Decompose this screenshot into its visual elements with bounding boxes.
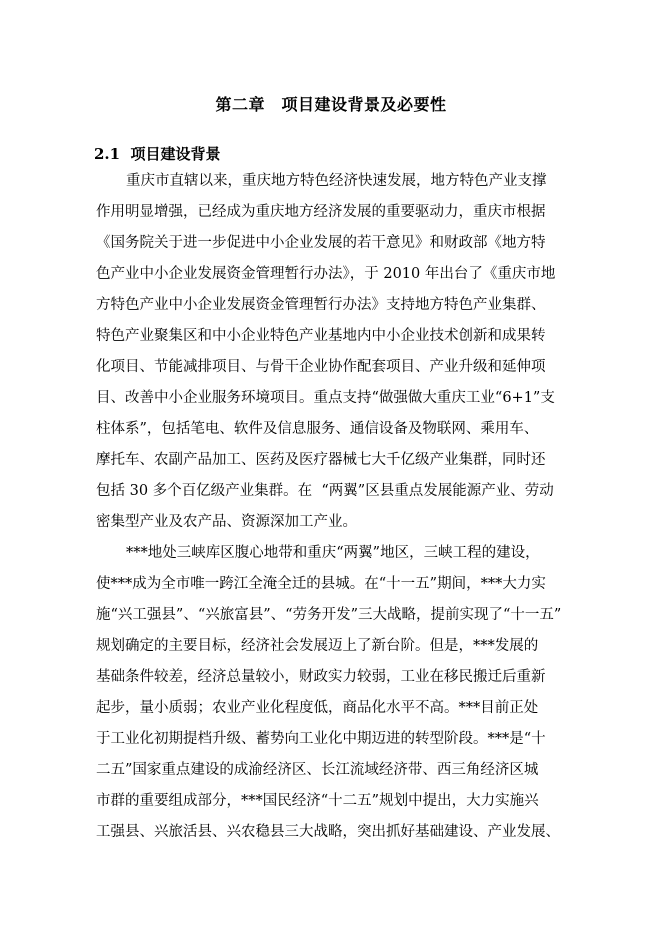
paragraph-line: 基础条件较差，经济总量较小，财政实力较弱，工业在移民搬迁后重新 — [96, 669, 546, 685]
paragraph-line: 密集型产业及农产品、资源深加工产业。 — [96, 514, 357, 530]
chapter-title: 第二章 项目建设背景及必要性 — [215, 95, 447, 114]
paragraph-line: 起步，量小质弱；农业产业化程度低，商品化水平不高。***目前正处 — [96, 700, 539, 716]
paragraph-line: 柱体系”，包括笔电、软件及信息服务、通信设备及物联网、乘用车、 — [96, 421, 539, 437]
paragraph-line: 色产业中小企业发展资金管理暂行办法》，于 2010 年出台了《重庆市地 — [96, 266, 556, 282]
section-title: 2.1 项目建设背景 — [94, 145, 221, 163]
paragraph-line: 方特色产业中小企业发展资金管理暂行办法》支持地方特色产业集群、 — [96, 297, 546, 313]
paragraph-line: 《国务院关于进一步促进中小企业发展的若干意见》和财政部《地方特 — [96, 235, 546, 251]
paragraph-line: 规划确定的主要目标，经济社会发展迈上了新台阶。但是，***发展的 — [96, 638, 539, 654]
paragraph-line: 目、改善中小企业服务环境项目。重点支持“做强做大重庆工业“6+1”支 — [96, 390, 555, 406]
paragraph-line: 化项目、节能减排项目、与骨干企业协作配套项目、产业升级和延伸项 — [96, 359, 546, 375]
paragraph-line: 特色产业聚集区和中小企业特色产业基地内中小企业技术创新和成果转 — [96, 328, 546, 344]
paragraph-line: 包括 30 多个百亿级产业集群。在 “两翼”区县重点发展能源产业、劳动 — [96, 483, 554, 499]
paragraph-line: 摩托车、农副产品加工、医药及医疗器械七大千亿级产业集群，同时还 — [96, 452, 546, 468]
paragraph-line: 使***成为全市唯一跨江全淹全迁的县城。在“十一五”期间，***大力实 — [96, 576, 546, 592]
paragraph-line: 于工业化初期提档升级、蓄势向工业化中期迈进的转型阶段。***是“十 — [96, 731, 546, 747]
paragraph-line: 施“兴工强县”、“兴旅富县”、“劳务开发”三大战略，提前实现了“十一五” — [96, 607, 562, 623]
paragraph-line: ***地处三峡库区腹心地带和重庆“两翼”地区，三峡工程的建设， — [126, 545, 540, 561]
paragraph-line: 二五”国家重点建设的成渝经济区、长江流域经济带、西三角经济区城 — [96, 762, 539, 778]
paragraph-line: 重庆市直辖以来，重庆地方特色经济快速发展，地方特色产业支撑 — [126, 173, 547, 189]
paragraph-line: 市群的重要组成部分，***国民经济“十二五”规划中提出，大力实施兴 — [96, 793, 539, 809]
paragraph-line: 工强县、兴旅活县、兴农稳县三大战略，突出抓好基础建设、产业发展、 — [96, 824, 560, 840]
paragraph-line: 作用明显增强，已经成为重庆地方经济发展的重要驱动力，重庆市根据 — [96, 204, 546, 220]
